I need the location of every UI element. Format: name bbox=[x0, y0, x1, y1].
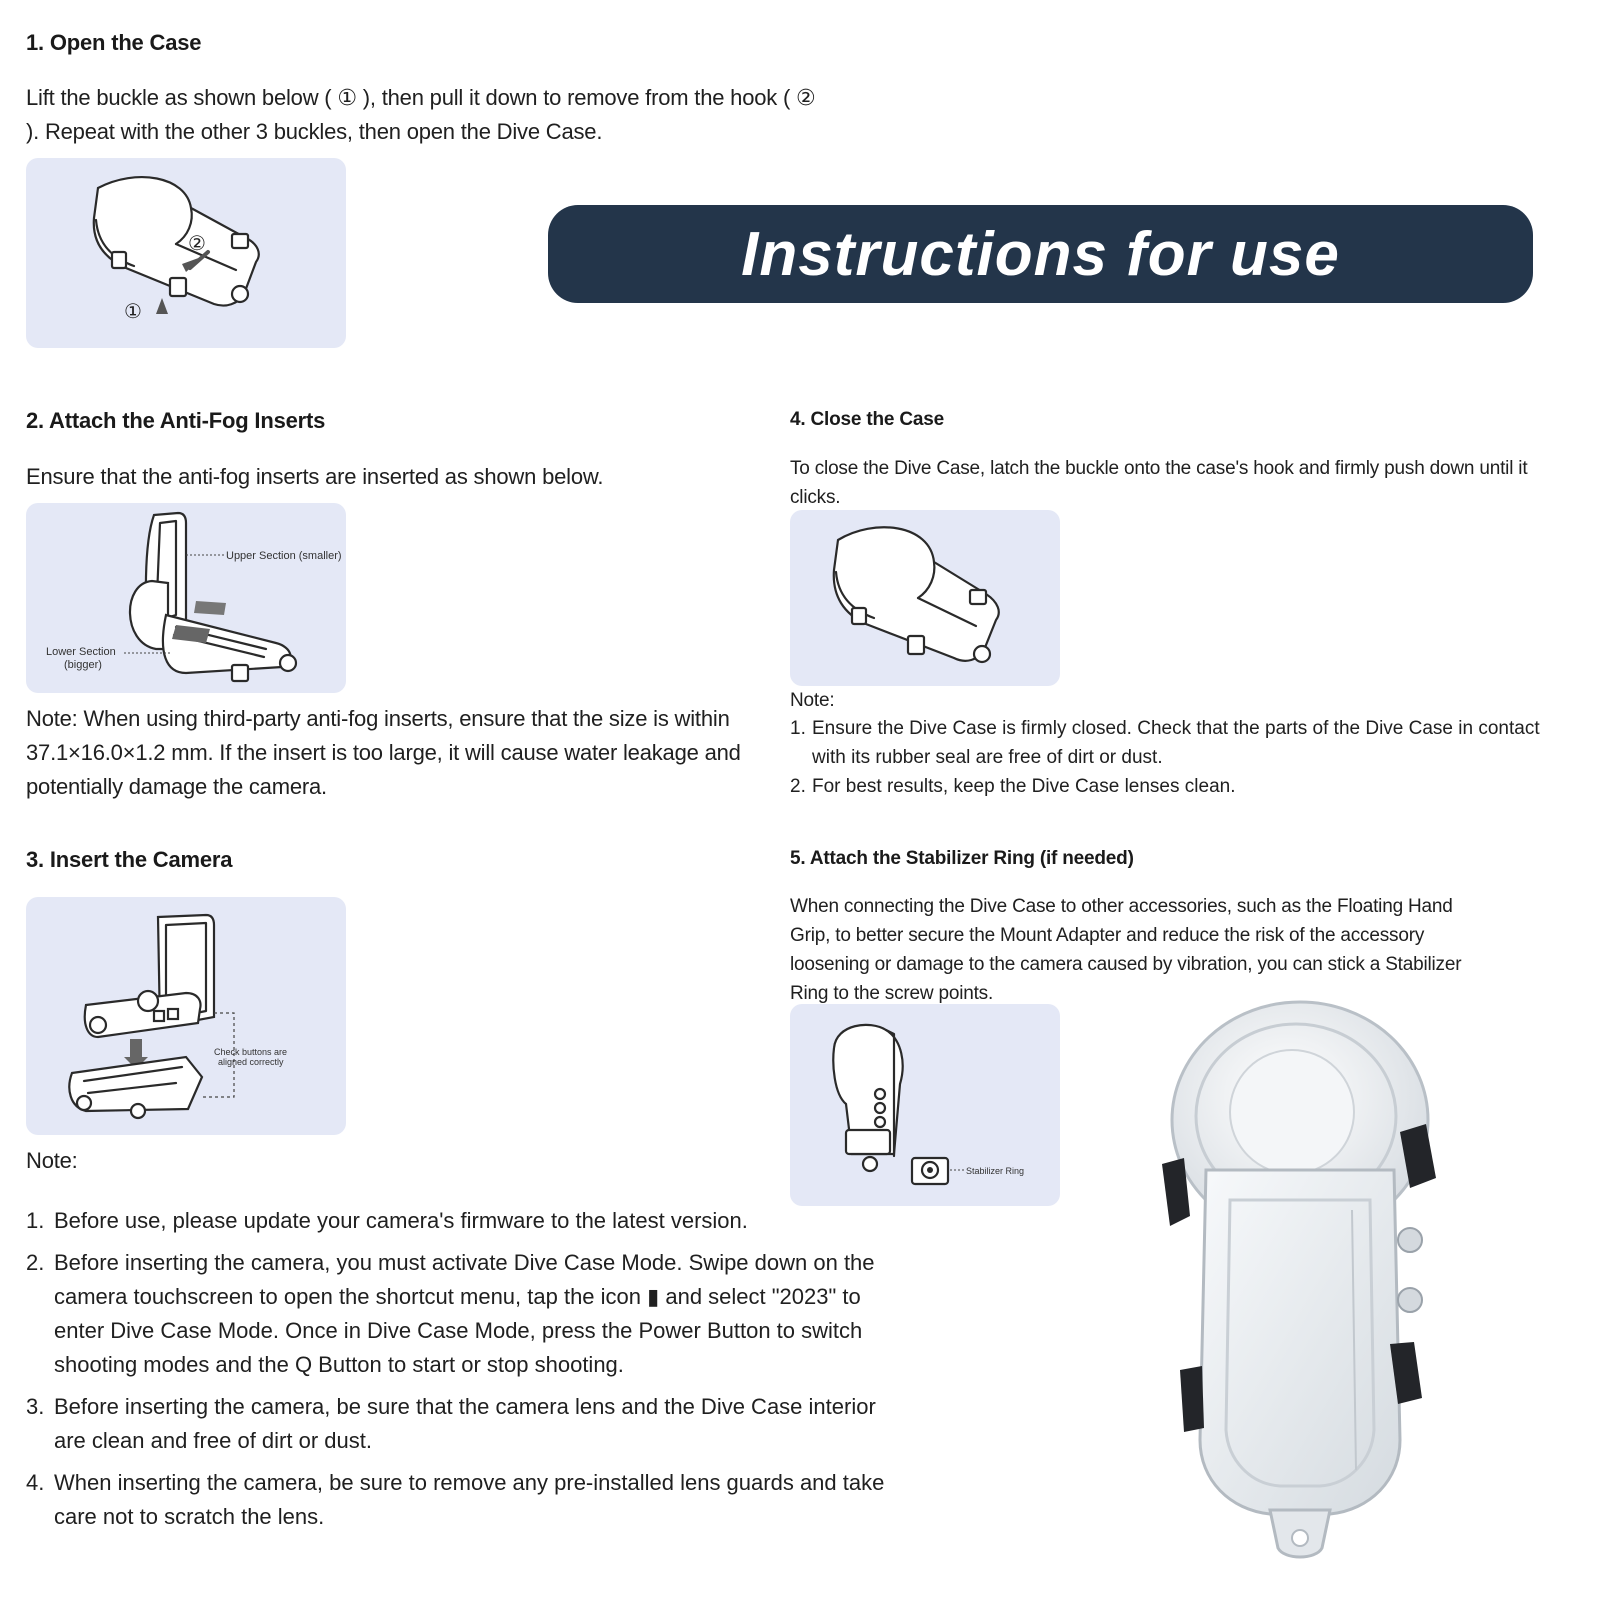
marker-1-label: ① bbox=[124, 299, 142, 323]
step3-notes-list bbox=[26, 1204, 906, 1542]
stabilizer-ring-label: Stabilizer Ring bbox=[966, 1166, 1025, 1176]
step4-notes-list bbox=[790, 714, 1540, 801]
step5-heading: 5. Attach the Stabilizer Ring (if needed) bbox=[790, 848, 1134, 869]
anti-fog-illustration bbox=[26, 503, 346, 693]
step4-note-label: Note: bbox=[790, 690, 835, 711]
note-number: 2. bbox=[790, 776, 806, 797]
note-text: For best results, keep the Dive Case lenses clean. bbox=[812, 776, 1236, 797]
step3-note-label: Note: bbox=[26, 1148, 78, 1173]
note-text: Before inserting the camera, be sure that the camera lens and the Dive Case interior are clean and free of dirt or dust. bbox=[54, 1394, 876, 1453]
insert-camera-illustration bbox=[26, 897, 346, 1135]
note-number: 4. bbox=[26, 1470, 45, 1495]
step4-note-item bbox=[790, 714, 1540, 772]
step1-text-line2: ). Repeat with the other 3 buckles, then open the Dive Case. bbox=[26, 119, 603, 144]
note-text: When inserting the camera, be sure to remove any pre-installed lens guards and take care not to scratch the lens. bbox=[54, 1470, 885, 1529]
note-text: Before inserting the camera, you must activate Dive Case Mode. Swipe down on the camera touchscreen to open the shortcut menu, tap the icon ▮ and select "2023" to enter Dive Case Mode. Once in Dive Case Mode, press the Power Button to switch shooting modes and the Q Button to start or stop shooting. bbox=[54, 1250, 875, 1377]
step3-note-item bbox=[26, 1204, 906, 1238]
upper-section-label: Upper Section (smaller) bbox=[226, 550, 342, 562]
note-number: 2. bbox=[26, 1250, 45, 1275]
dive-case-product-image bbox=[1160, 1000, 1440, 1560]
step1-heading: 1. Open the Case bbox=[26, 30, 202, 55]
step4-note-item bbox=[790, 772, 1540, 801]
step3-note-item bbox=[26, 1390, 906, 1458]
banner-title: Instructions for use bbox=[741, 219, 1340, 289]
step2-text: Ensure that the anti-fog inserts are inserted as shown below. bbox=[26, 464, 604, 489]
marker-2-label: ② bbox=[188, 231, 206, 255]
lower-section-label-1: Lower Section bbox=[46, 646, 116, 658]
note-number: 1. bbox=[26, 1208, 45, 1233]
step3-note-item bbox=[26, 1246, 906, 1382]
step4-heading: 4. Close the Case bbox=[790, 409, 944, 430]
instructions-banner bbox=[548, 205, 1533, 303]
note-number: 3. bbox=[26, 1394, 45, 1419]
step3-note-item bbox=[26, 1466, 906, 1534]
step1-text bbox=[26, 81, 926, 149]
note-text: Before use, please update your camera's firmware to the latest version. bbox=[54, 1208, 748, 1233]
check-buttons-label-1: Check buttons are bbox=[214, 1047, 288, 1057]
step5-text: When connecting the Dive Case to other accessories, such as the Floating Hand Grip, to better secure the Mount Adapter and reduce the risk of the accessory loosening or damage to the camera caused by vibration, you can stick a Stabilizer Ring to the screw points. bbox=[790, 896, 1462, 1004]
step2-heading: 2. Attach the Anti-Fog Inserts bbox=[26, 408, 326, 433]
note-number: 1. bbox=[790, 718, 806, 739]
check-buttons-label-2: aligned correctly bbox=[218, 1057, 284, 1067]
step2-note: Note: When using third-party anti-fog inserts, ensure that the size is within 37.1×16.0×1.2 mm. If the insert is too large, it will cause water leakage and potentially damage the camera. bbox=[26, 706, 741, 799]
step1-text-line1: Lift the buckle as shown below ( ① ), then pull it down to remove from the hook ( ② bbox=[26, 85, 816, 110]
lower-section-label-2: (bigger) bbox=[64, 659, 102, 671]
step3-heading: 3. Insert the Camera bbox=[26, 847, 233, 872]
stabilizer-ring-illustration bbox=[790, 1004, 1060, 1206]
open-case-illustration bbox=[26, 158, 346, 348]
close-case-illustration bbox=[790, 510, 1060, 686]
step4-text: To close the Dive Case, latch the buckle onto the case's hook and firmly push down until it clicks. bbox=[790, 458, 1528, 508]
note-text: Ensure the Dive Case is firmly closed. Check that the parts of the Dive Case in contact with its rubber seal are free of dirt or dust. bbox=[812, 718, 1540, 768]
